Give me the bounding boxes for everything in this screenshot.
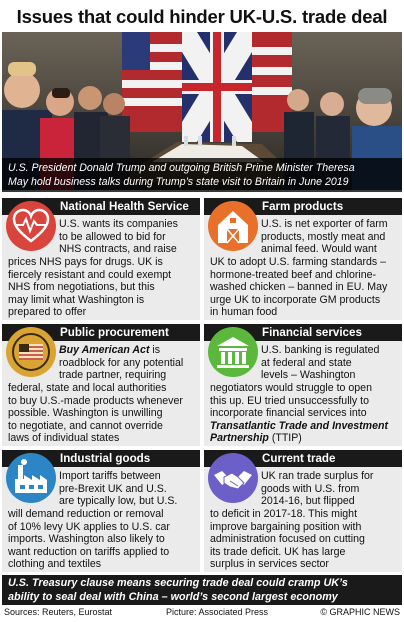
factory-icon: [6, 453, 56, 503]
sources: Sources: Reuters, Eurostat: [4, 607, 113, 617]
buy-american-seal-icon: [6, 327, 56, 377]
photo-caption: U.S. President Donald Trump and outgoing British Prime Minister Theresa May hold business talks during Trump’s state visit to Britain in June 2019: [2, 158, 402, 192]
panel-national-health-service: National Health Service U.S. wants its companies to be allowed to bid for NHS contracts, and raise prices NHS pays for drugs. UK is fiercely resistant and could exempt NHS from negotiations, but this may limit what Washington is prepared to offer: [2, 198, 200, 320]
heart-pulse-icon: [6, 201, 56, 251]
panel-financial-services: Financial services U.S. banking is regulated at federal and state levels – Washington negotiators would struggle to open this up. EU tried unsuccessfully to incorporate financial services into Transatlantic Trade and Investment Partnership (TTIP): [204, 324, 402, 446]
page-title: Issues that could hinder UK-U.S. trade deal: [16, 6, 388, 27]
picture-credit: Picture: Associated Press: [166, 607, 269, 617]
panel-industrial-goods: Industrial goods Import tariffs between pre-Brexit UK and U.S. are typically low, but U.S. will demand reduction or removal of 10% levy UK applies to U.S. car imports. Washington also likely to want reduction on tariffs applied to clothing and textiles: [2, 450, 200, 572]
panel-farm-products: Farm products U.S. is net exporter of farm products, mostly meat and animal feed. Would want UK to adopt U.S. farming standards – hormone-treated beef and chlorine- washed chicken – banned in EU. May urge UK to incorporate GM products in human food: [204, 198, 402, 320]
footer-note: U.S. Treasury clause means securing trade deal could cramp UK’s ability to seal deal with China – world’s second largest economy: [2, 575, 402, 605]
panel-heading: National Health Service: [2, 198, 200, 215]
panel-heading: Current trade: [204, 450, 402, 467]
handshake-icon: [208, 453, 258, 503]
barn-icon: [208, 201, 258, 251]
panel-heading: Financial services: [204, 324, 402, 341]
buy-american-act: Buy American Act: [59, 344, 150, 356]
panel-public-procurement: Public procurement Buy American Act is roadblock for any potential trade partner, requiring federal, state and local authorities to buy U.S.-made products whenever possible. Washington is unwilling to negotiate, and cannot override laws of individual states: [2, 324, 200, 446]
panel-heading: Industrial goods: [2, 450, 200, 467]
copyright: © GRAPHIC NEWS: [320, 607, 400, 617]
panel-current-trade: Current trade UK ran trade surplus for goods with U.S. from 2014-16, but flipped to deficit in 2017-18. This might improve bargaining position with administration focused on cutting its trade deficit. UK has large surplus in services sector: [204, 450, 402, 572]
panel-heading: Farm products: [204, 198, 402, 215]
bank-building-icon: [208, 327, 258, 377]
panel-heading: Public procurement: [2, 324, 200, 341]
